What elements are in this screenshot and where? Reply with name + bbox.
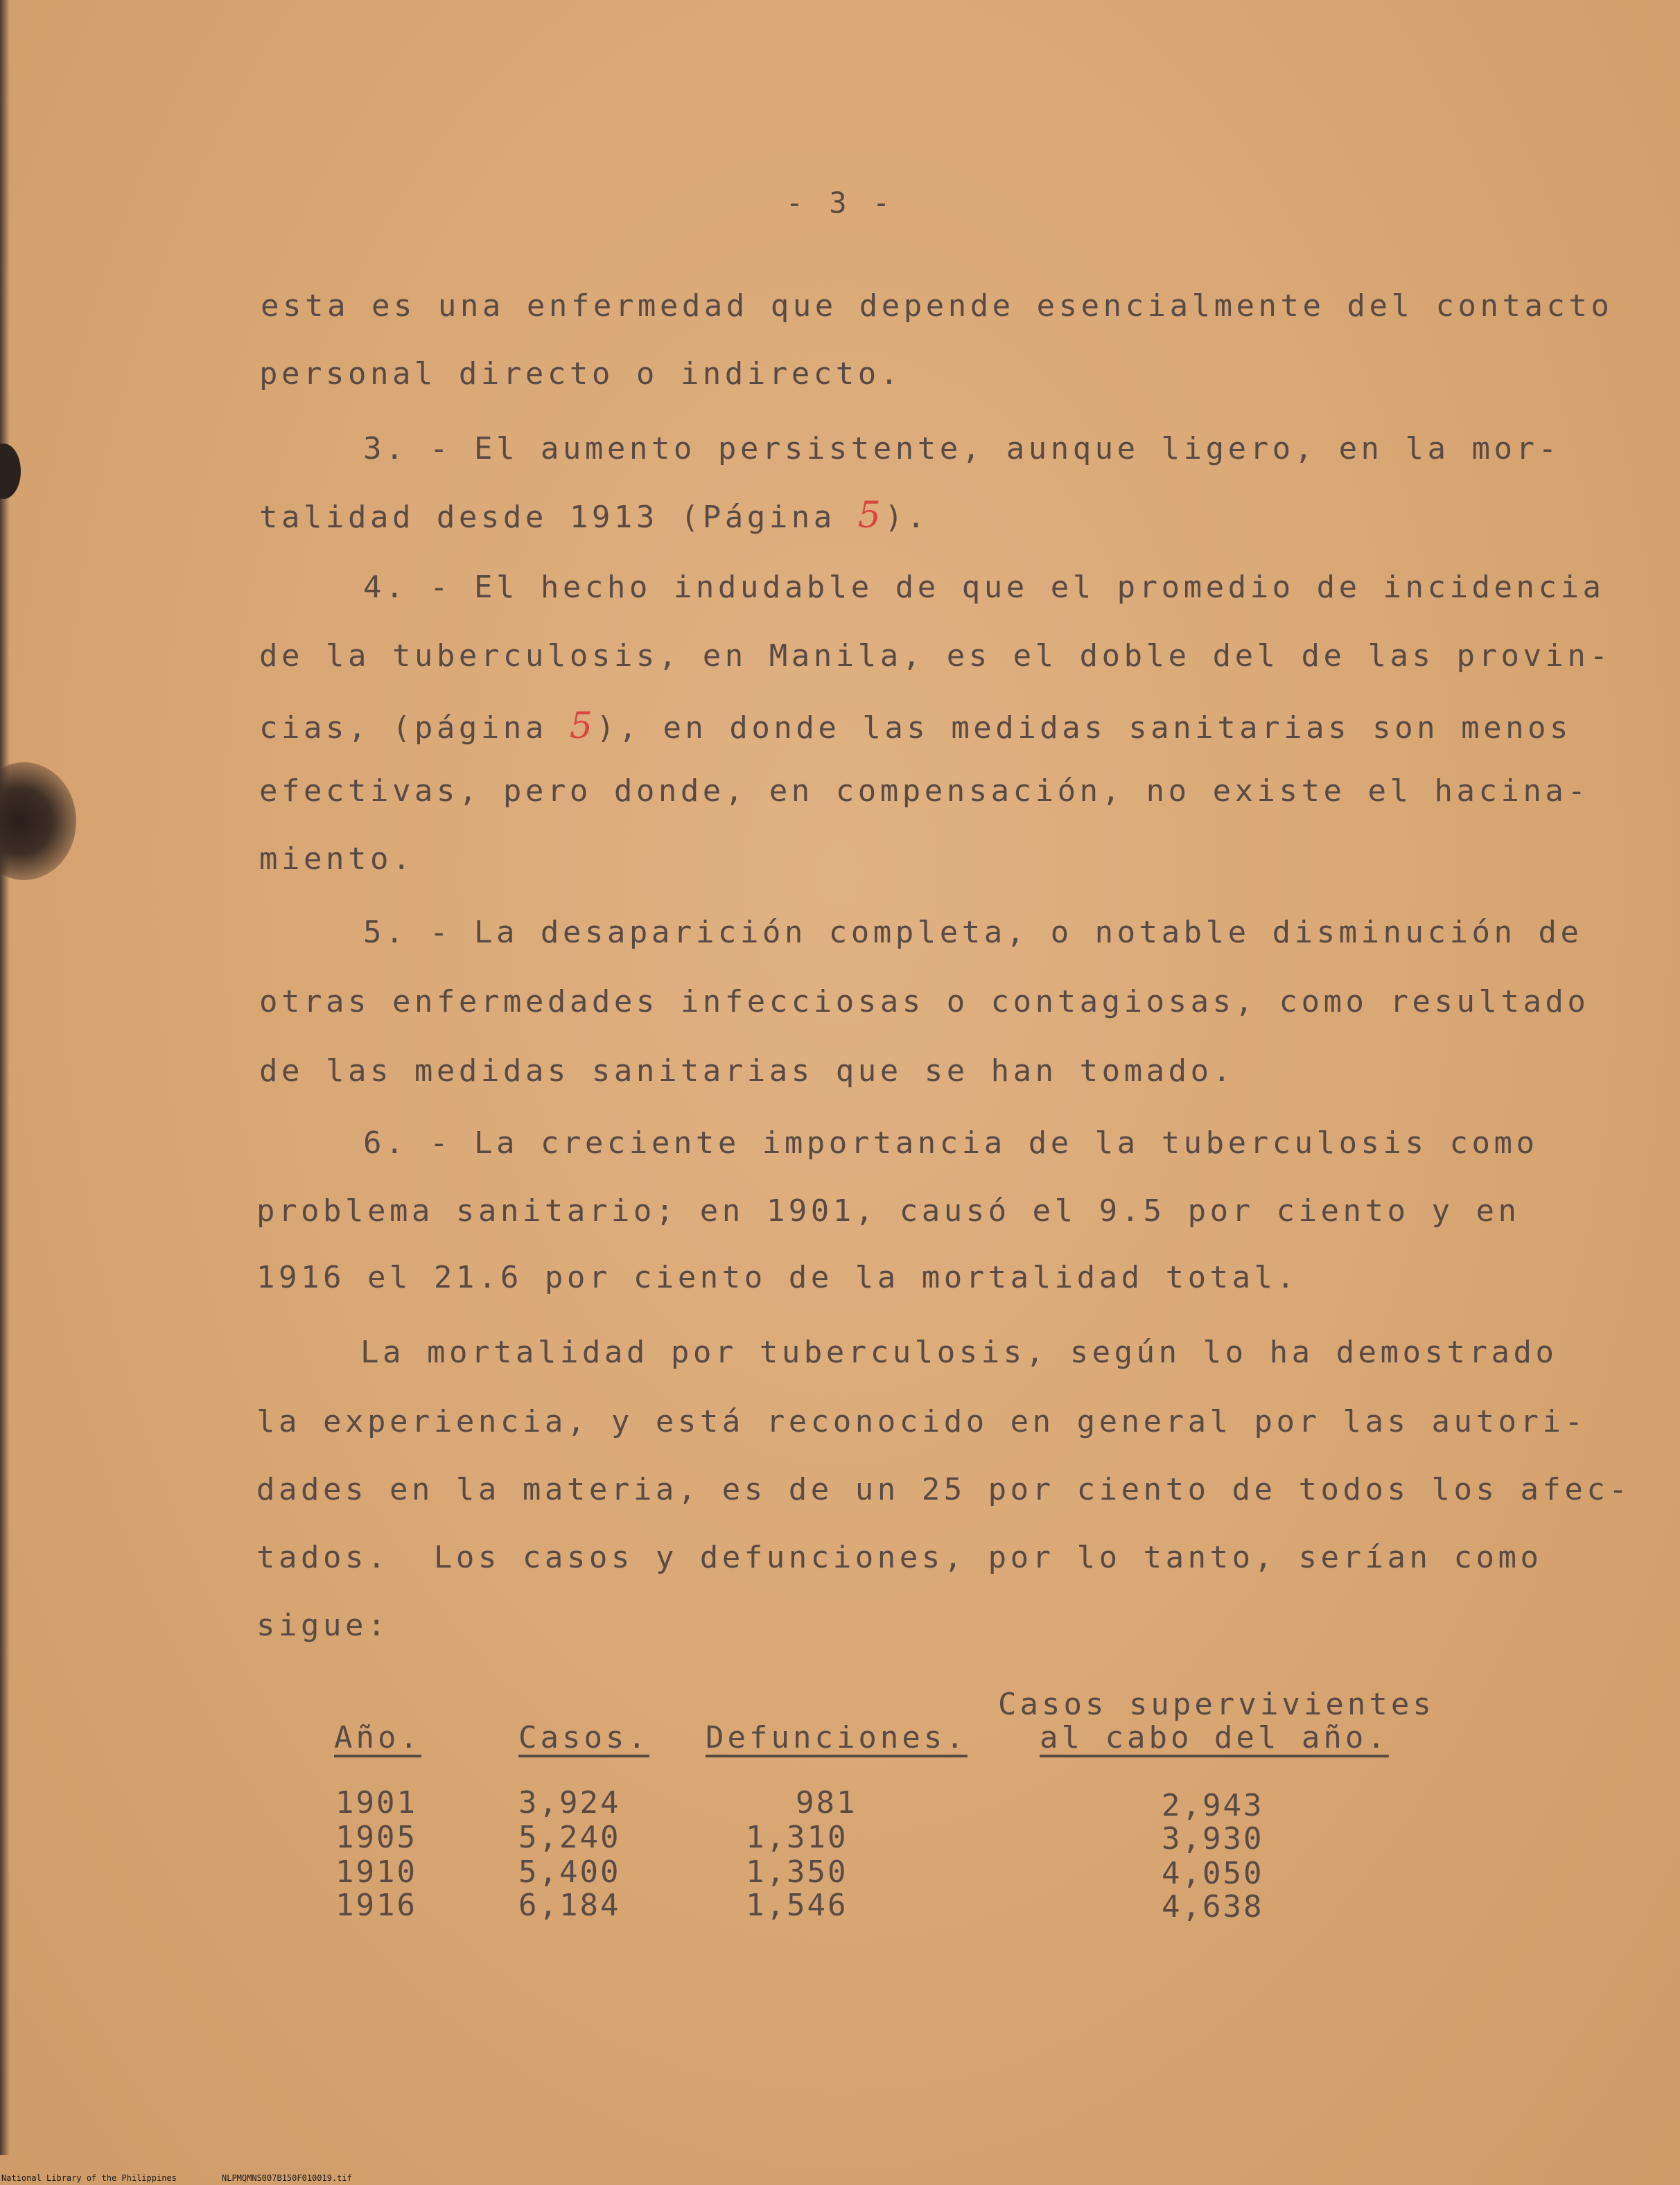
text-line-15: 1916 el 21.6 por ciento de la mortalidad total. <box>256 1260 1299 1295</box>
text-line-1: esta es una enfermedad que depende esencialmente del contacto <box>261 288 1613 324</box>
row-3-deaths: 1,350 <box>746 1854 848 1890</box>
text-line-8: efectivas, pero donde, en compensación, no existe el hacina- <box>259 773 1590 809</box>
footer-library: National Library of the Philippines <box>1 2173 177 2183</box>
text-line-5: 4. - El hecho indudable de que el promedio de incidencia <box>363 570 1605 605</box>
text-line-7 <box>259 705 1573 747</box>
ink-stain <box>0 762 76 880</box>
punch-hole <box>0 444 21 499</box>
text-line-16: La mortalidad por tuberculosis, según lo ha demostrado <box>360 1335 1558 1370</box>
text-line-7-tail: ), en donde las medidas sanitarias son menos <box>596 710 1573 746</box>
text-line-11: otras enfermedades infecciosas o contagiosas, como resultado <box>259 984 1590 1019</box>
text-line-4-main: talidad desde 1913 (Página <box>259 500 858 535</box>
row-3-cases: 5,400 <box>518 1854 621 1890</box>
header-deaths: Defunciones. <box>706 1720 968 1755</box>
row-1-deaths: 981 <box>796 1785 857 1820</box>
text-line-14: problema sanitario; en 1901, causó el 9.5 por ciento y en <box>256 1193 1521 1229</box>
page-edge-shadow <box>0 0 10 2155</box>
row-2-deaths: 1,310 <box>746 1820 848 1855</box>
row-4-year: 1916 <box>335 1888 417 1923</box>
header-year: Año. <box>334 1720 421 1755</box>
text-line-6: de la tuberculosis, en Manila, es el doble del de las provin- <box>259 638 1612 674</box>
text-line-7-main: cias, (página <box>259 710 570 746</box>
page-number: - 3 - <box>785 186 895 220</box>
text-line-13: 6. - La creciente importancia de la tuberculosis como <box>363 1125 1539 1161</box>
row-4-deaths: 1,546 <box>746 1888 848 1923</box>
row-2-survivors: 3,930 <box>1162 1821 1264 1857</box>
row-3-survivors: 4,050 <box>1162 1856 1264 1891</box>
handwritten-page-ref-2: 5 <box>569 705 597 747</box>
text-line-10: 5. - La desaparición completa, o notable disminución de <box>363 915 1583 950</box>
row-4-cases: 6,184 <box>518 1888 621 1923</box>
row-1-survivors: 2,943 <box>1162 1788 1264 1823</box>
text-line-4-tail: ). <box>884 500 929 535</box>
header-survivors-line2: al cabo del año. <box>1040 1720 1389 1755</box>
text-line-18: dades en la materia, es de un 25 por ciento de todos los afec- <box>256 1472 1631 1507</box>
row-1-cases: 3,924 <box>518 1785 621 1820</box>
footer-file: NLPMQMNS007B150F010019.tif <box>222 2173 352 2183</box>
text-line-3: 3. - El aumento persistente, aunque ligero, en la mor- <box>363 431 1561 466</box>
text-line-19: tados. Los casos y defunciones, por lo tanto, serían como <box>256 1540 1543 1575</box>
text-line-20: sigue: <box>256 1608 390 1643</box>
row-1-year: 1901 <box>335 1785 417 1820</box>
text-line-2: personal directo o indirecto. <box>259 356 902 392</box>
text-line-9: miento. <box>259 841 414 877</box>
row-2-cases: 5,240 <box>518 1820 621 1855</box>
text-line-4 <box>259 495 929 536</box>
row-2-year: 1905 <box>335 1820 417 1855</box>
text-line-12: de las medidas sanitarias que se han tomado. <box>259 1053 1235 1089</box>
text-line-17: la experiencia, y está reconocido en general por las autori- <box>256 1404 1587 1439</box>
row-3-year: 1910 <box>335 1854 417 1890</box>
row-4-survivors: 4,638 <box>1162 1889 1264 1924</box>
header-cases: Casos. <box>518 1720 649 1755</box>
header-survivors-line1: Casos supervivientes <box>998 1687 1435 1722</box>
handwritten-page-ref-1: 5 <box>857 495 885 536</box>
